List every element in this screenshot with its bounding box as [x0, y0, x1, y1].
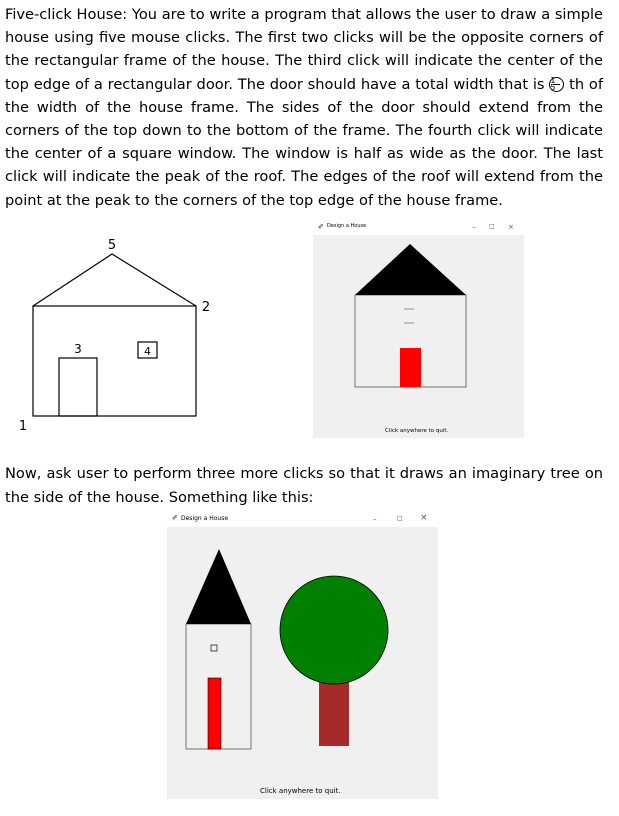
description-text-start: Five-click House: You are to write a program that allows the user to draw a simple house using five mouse clicks. The first two clicks will be the opposite corners of the rectangular frame of the house. The third click will indicate the center of the top edge of a rectangular door. The door should have a total width that is: [5, 6, 603, 93]
window2-title: Design a House: [181, 515, 229, 522]
window2-quit-text: Click anywhere to quit.: [260, 787, 341, 795]
window2-tree-trunk: [319, 681, 349, 746]
fraction-numerator: 1: [550, 75, 556, 85]
minimize-icon[interactable]: –: [472, 223, 476, 231]
window1-title: Design a House: [327, 223, 367, 229]
diagram-roof: [33, 254, 196, 306]
feather-icon: ✐: [318, 223, 324, 231]
problem-description: [5, 3, 603, 212]
tree-instructions: Now, ask user to perform three more clicks so that it draws an imaginary tree on the side of the house. Something like this:: [5, 465, 603, 506]
diagram-label-5: 5: [107, 238, 117, 253]
minimize-icon[interactable]: –: [373, 515, 377, 523]
window2-door: [208, 678, 221, 749]
diagram-door: [59, 358, 97, 416]
design-house-window-2: [167, 511, 438, 799]
window2-canvas[interactable]: [167, 511, 438, 799]
maximize-icon[interactable]: □: [489, 223, 495, 230]
window1-door: [400, 348, 421, 387]
diagram-label-3: 3: [74, 342, 82, 356]
window1-roof: [355, 244, 466, 295]
window1-canvas[interactable]: [313, 221, 524, 438]
window2-window: [211, 645, 217, 651]
close-icon[interactable]: ×: [420, 513, 428, 523]
diagram-label-1: 1: [18, 419, 28, 434]
feather-icon: ✐: [172, 514, 178, 522]
design-house-window-1: [313, 221, 524, 438]
diagram-label-4: 4: [144, 345, 151, 358]
diagram-label-2: 2: [201, 300, 211, 315]
window2-tree-top: [280, 576, 388, 684]
diagram-house-frame: [33, 306, 196, 416]
close-icon[interactable]: ×: [508, 223, 514, 231]
description-text-end: th of the width of the house frame. The sides of the door should extend from the corners of the top down to the bottom of the frame. The fourth click will indicate the center of a square window. The window is half as wide as the door. The last click will indicate the peak of the roof. The edges of the roof will extend from the point at the peak to the corners of the top edge of the house frame.: [5, 75, 603, 209]
fraction-denominator: 5: [550, 82, 556, 92]
fraction-one-fifth: [549, 77, 564, 92]
maximize-icon[interactable]: □: [397, 515, 403, 522]
click-diagram: [0, 228, 225, 438]
window2-roof: [186, 549, 251, 624]
window1-quit-text: Click anywhere to quit.: [385, 428, 449, 434]
